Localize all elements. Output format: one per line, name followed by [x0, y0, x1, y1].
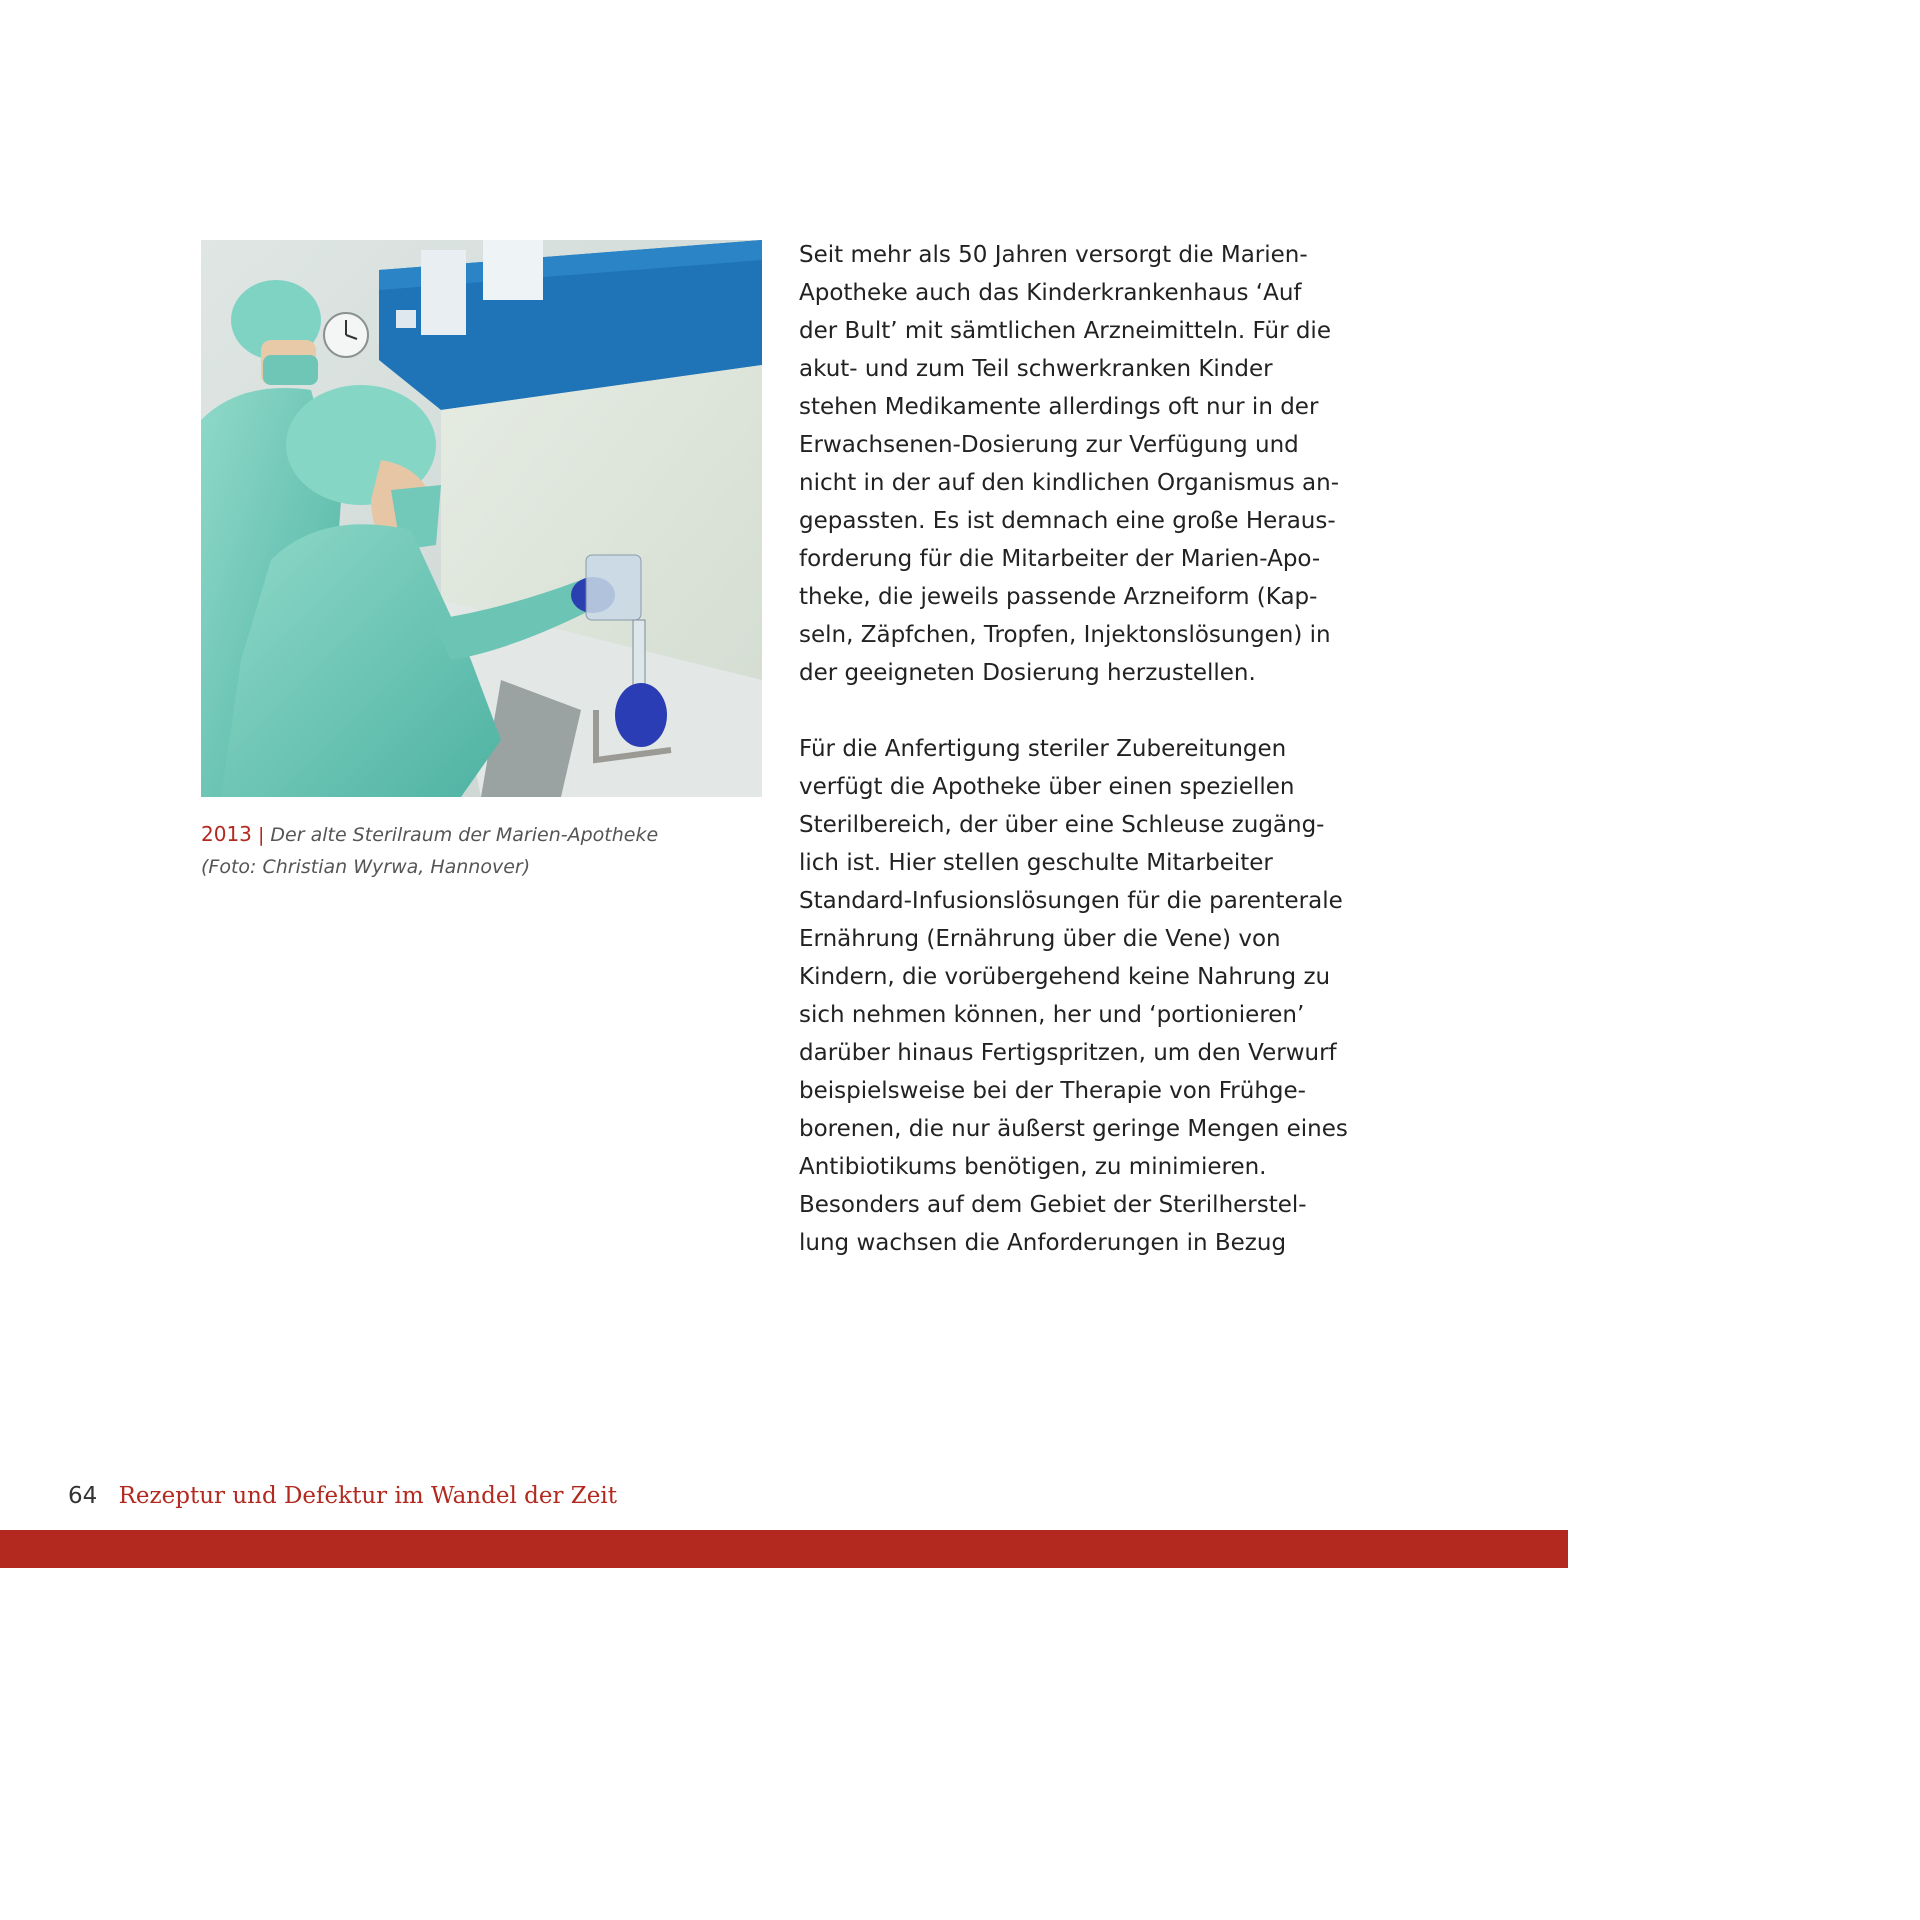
text-line: der geeigneten Dosierung herzustellen.: [799, 660, 1256, 686]
caption-text: Der alte Sterilraum der Marien-Apotheke: [270, 824, 659, 846]
running-title: Rezeptur und Defektur im Wandel der Zeit: [118, 1483, 617, 1509]
photo-caption: [201, 818, 781, 883]
text-line: Antibiotikums benötigen, zu minimieren.: [799, 1154, 1267, 1180]
caption-credit: (Foto: Christian Wyrwa, Hannover): [201, 856, 531, 878]
text-line: stehen Medikamente allerdings oft nur in der: [799, 394, 1319, 420]
text-line: darüber hinaus Fertigspritzen, um den Verwurf: [799, 1040, 1337, 1066]
text-line: borenen, die nur äußerst geringe Mengen eines: [799, 1116, 1348, 1142]
text-line: Erwachsenen-Dosierung zur Verfügung und: [799, 432, 1299, 458]
text-line: Apotheke auch das Kinderkrankenhaus ‘Auf: [799, 280, 1302, 306]
caption-year: 2013: [201, 822, 252, 846]
text-line: Standard-Infusionslösungen für die parenterale: [799, 888, 1343, 914]
text-line: der Bult’ mit sämtlichen Arzneimitteln. Für die: [799, 318, 1331, 344]
body-text: [799, 236, 1359, 1262]
text-line: sich nehmen können, her und ‘portionieren’: [799, 1002, 1305, 1028]
paragraph: [799, 730, 1359, 1262]
text-line: nicht in der auf den kindlichen Organismus an-: [799, 470, 1340, 496]
text-line: Ernährung (Ernährung über die Vene) von: [799, 926, 1281, 952]
text-line: verfügt die Apotheke über einen speziellen: [799, 774, 1295, 800]
caption-separator: |: [257, 824, 265, 846]
text-line: Kindern, die vorübergehend keine Nahrung zu: [799, 964, 1331, 990]
text-line: seln, Zäpfchen, Tropfen, Injektonslösungen) in: [799, 622, 1331, 648]
paragraph: [799, 236, 1359, 692]
text-line: lich ist. Hier stellen geschulte Mitarbeiter: [799, 850, 1273, 876]
text-line: Sterilbereich, der über eine Schleuse zugäng-: [799, 812, 1325, 838]
page-footer: [68, 1480, 617, 1512]
paragraph-gap: [799, 692, 1359, 730]
text-line: forderung für die Mitarbeiter der Marien-Apo-: [799, 546, 1321, 572]
text-line: gepassten. Es ist demnach eine große Heraus-: [799, 508, 1336, 534]
text-line: Seit mehr als 50 Jahren versorgt die Marien-: [799, 242, 1308, 268]
text-line: lung wachsen die Anforderungen in Bezug: [799, 1230, 1287, 1256]
text-line: Besonders auf dem Gebiet der Sterilherstel-: [799, 1192, 1307, 1218]
page-number: 64: [68, 1483, 98, 1509]
footer-bar: [0, 1530, 1568, 1568]
text-line: akut- und zum Teil schwerkranken Kinder: [799, 356, 1273, 382]
photo-illustration: [201, 240, 762, 797]
photo-sterile-room: [201, 240, 762, 797]
text-line: Für die Anfertigung steriler Zubereitungen: [799, 736, 1287, 762]
text-line: beispielsweise bei der Therapie von Frühge-: [799, 1078, 1306, 1104]
text-line: theke, die jeweils passende Arzneiform (Kap-: [799, 584, 1318, 610]
